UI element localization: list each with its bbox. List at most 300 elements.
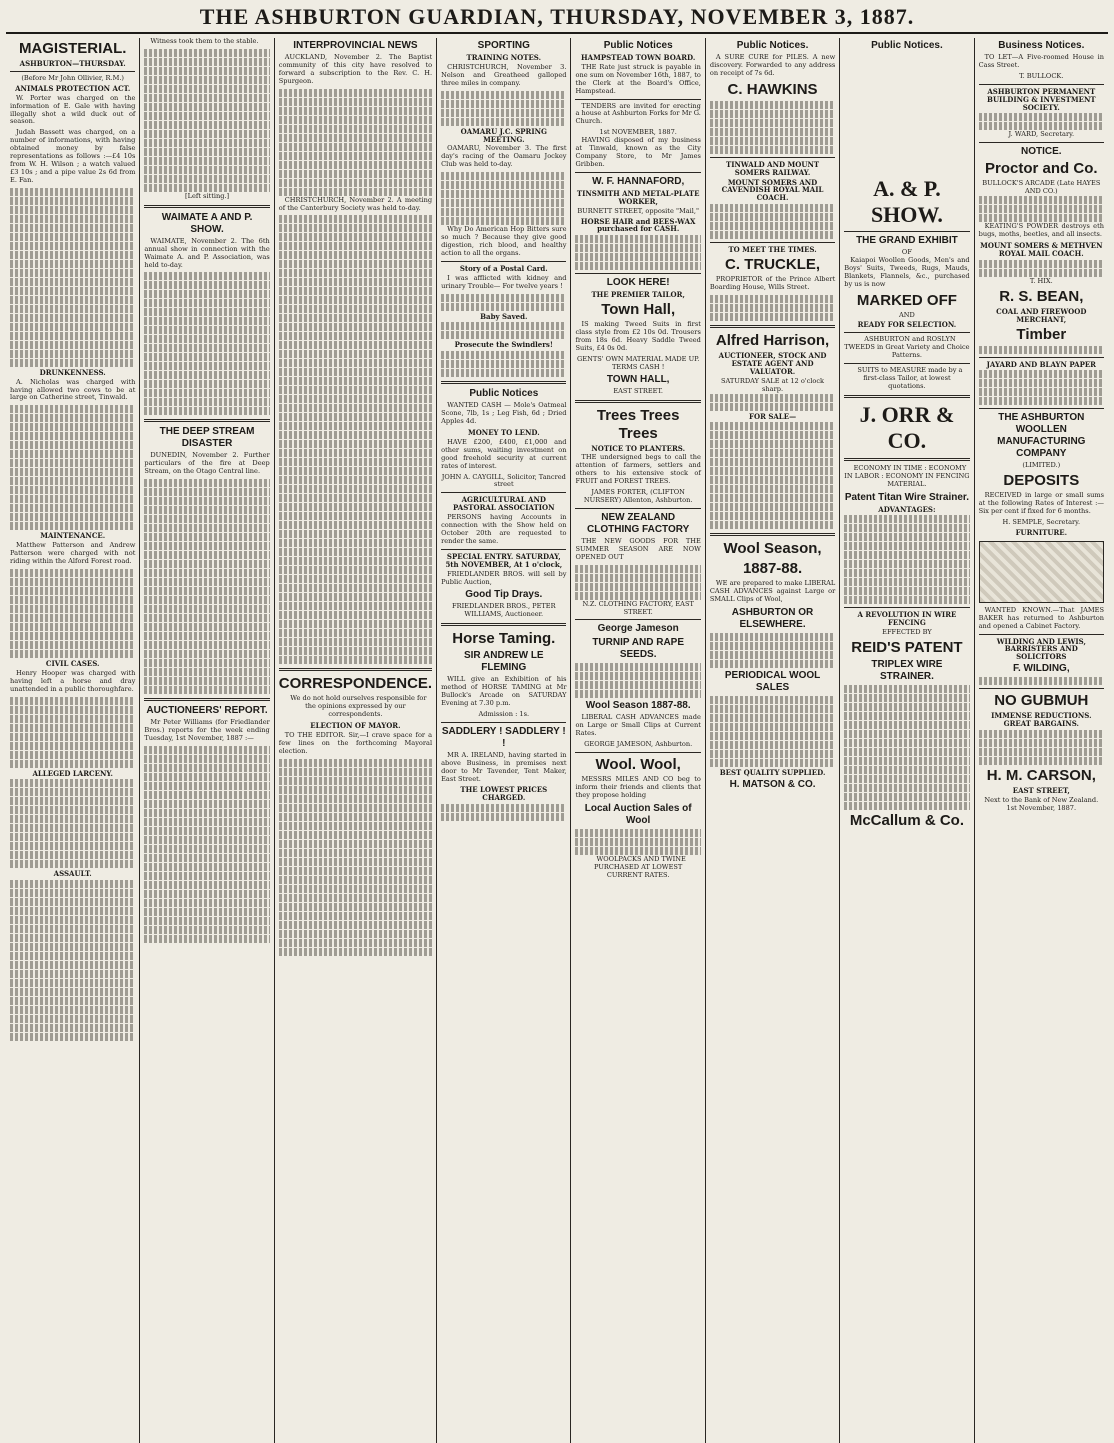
- tweeds: ASHBURTON and ROSLYN TWEEDS in Great Variety and Choice Patterns.: [844, 335, 970, 360]
- text-block: [441, 804, 566, 812]
- triplex: TRIPLEX WIRE STRAINER.: [871, 659, 943, 683]
- carson-street: EAST STREET,: [1012, 786, 1070, 796]
- text-block: [710, 146, 835, 154]
- text-block: [279, 575, 432, 583]
- tinwald-railway: TINWALD AND MOUNT SOMERS RAILWAY.: [726, 159, 820, 177]
- sporting-heading: SPORTING: [477, 40, 530, 51]
- text-block: [144, 632, 269, 640]
- hampstead-heading: HAMPSTEAD TOWN BOARD.: [581, 53, 696, 62]
- business-text: HAVING disposed of my business at Tinwald, known as the City Company Store, to Mr James Gribben.: [575, 136, 701, 168]
- kaiapoi-goods: Kaiapoi Woollen Goods, Men's and Boys' Suits, Tweeds, Rugs, Mauds, Blankets, Flannels, &c., purchased by us is now: [844, 255, 970, 288]
- text-block: [144, 773, 269, 781]
- text-block: [279, 858, 432, 866]
- text-block: [279, 476, 432, 484]
- text-block: [710, 431, 835, 439]
- article-paragraph: I was afflicted with kidney and urinary Trouble— For twelve years !: [441, 273, 567, 290]
- text-block: [144, 371, 269, 379]
- text-block: [144, 67, 269, 75]
- text-block: [10, 842, 135, 850]
- text-block: [279, 422, 432, 430]
- text-block: [279, 350, 432, 358]
- text-block: [279, 539, 432, 547]
- text-block: [710, 512, 835, 520]
- text-block: [710, 651, 835, 659]
- text-block: [144, 49, 269, 57]
- text-block: [979, 730, 1104, 738]
- text-block: [144, 389, 269, 397]
- text-block: [979, 122, 1104, 130]
- text-block: [979, 113, 1104, 121]
- text-block: [10, 414, 135, 422]
- correspondence-heading: CORRESPONDENCE.: [278, 675, 433, 693]
- public-notices-heading: Public Notices.: [736, 40, 809, 51]
- magisterial-heading: MAGISTERIAL.: [18, 40, 127, 57]
- rule: [144, 419, 269, 422]
- hampstead-text: THE Rate just struck is payable in one sum on November 16th, 1887, to the Clerk at the Board's Office, Hampstead.: [575, 62, 701, 95]
- harrison-trade: AUCTIONEER, STOCK AND ESTATE AGENT AND VALUATOR.: [718, 350, 827, 376]
- columns: [6, 38, 1108, 1443]
- orr-co: J. ORR & CO.: [859, 401, 955, 453]
- rule: [144, 205, 269, 208]
- text-block: [279, 440, 432, 448]
- text-block: [844, 712, 969, 720]
- rule: [844, 363, 969, 364]
- text-block: [279, 341, 432, 349]
- text-block: [279, 332, 432, 340]
- matson: H. MATSON & CO.: [729, 779, 816, 791]
- text-block: [279, 215, 432, 223]
- text-block: [144, 398, 269, 406]
- text-block: [279, 494, 432, 502]
- article-paragraph: DUNEDIN, November 2. Further particulars of the fire at Deep Stream, on the Otago Central line.: [144, 451, 270, 476]
- text-block: [710, 714, 835, 722]
- text-block: [279, 548, 432, 556]
- text-block: [144, 614, 269, 622]
- public-notices-heading: Public Notices.: [871, 40, 943, 51]
- text-block: [10, 477, 135, 485]
- text-block: [144, 782, 269, 790]
- le-fleming: SIR ANDREW LE FLEMING: [463, 650, 544, 674]
- text-block: [279, 116, 432, 124]
- rule: [441, 492, 566, 493]
- rule: [575, 619, 700, 620]
- text-block: [710, 394, 835, 402]
- spacer: [844, 54, 969, 174]
- proctor-sub: BULLOCK'S ARCADE (Late HAYES AND CO.): [982, 179, 1101, 196]
- jayard-paper: JAYARD AND BLAYN PAPER: [986, 359, 1096, 369]
- text-block: [10, 569, 135, 577]
- article-paragraph: A. Nicholas was charged with having allowed two cows to be at large on Catherine street, Tinwald.: [10, 377, 136, 402]
- text-block: [144, 578, 269, 586]
- text-block: [575, 847, 700, 855]
- text-block: [979, 370, 1104, 378]
- text-block: [279, 656, 432, 664]
- text-block: [844, 515, 969, 523]
- text-block: [10, 733, 135, 741]
- text-block: [279, 822, 432, 830]
- notice: NOTICE.: [1021, 146, 1062, 158]
- text-block: [10, 423, 135, 431]
- text-block: [10, 432, 135, 440]
- text-block: [144, 139, 269, 147]
- text-block: [10, 650, 135, 658]
- text-block: [441, 172, 566, 180]
- text-block: [279, 377, 432, 385]
- disclaimer: We do not hold ourselves responsible for the opinions expressed by our correspondents.: [290, 694, 427, 719]
- rule: [979, 84, 1104, 85]
- wilding-lewis: WILDING AND LEWIS, BARRISTERS AND SOLICITORS: [996, 636, 1086, 662]
- sale-signature: FRIEDLANDER BROS., PETER WILLIAMS, Auctioneer.: [452, 602, 556, 619]
- text-block: [10, 495, 135, 503]
- column-notices-5: [571, 38, 705, 1443]
- text-block: [144, 809, 269, 817]
- east-street: EAST STREET.: [613, 386, 663, 395]
- rule: [441, 722, 566, 723]
- text-block: [844, 685, 969, 693]
- text-block: [10, 260, 135, 268]
- text-block: [10, 224, 135, 232]
- f-wilding: F. WILDING,: [1012, 663, 1070, 675]
- text-block: [10, 898, 135, 906]
- meet-times: TO MEET THE TIMES.: [728, 245, 817, 255]
- text-block: [844, 757, 969, 765]
- text-block: [279, 305, 432, 313]
- text-block: [144, 407, 269, 415]
- text-block: [10, 952, 135, 960]
- text-block: [575, 592, 700, 600]
- text-block: [279, 251, 432, 259]
- text-block: [10, 806, 135, 814]
- text-block: [979, 196, 1104, 204]
- text-block: [279, 161, 432, 169]
- ashburton-elsewhere: ASHBURTON OR ELSEWHERE.: [731, 607, 814, 631]
- text-block: [10, 632, 135, 640]
- rule: [710, 242, 835, 243]
- paper-title: THE ASHBURTON GUARDIAN,: [199, 4, 544, 29]
- wool-season-year: 1887-88.: [742, 560, 803, 578]
- text-block: [441, 109, 566, 117]
- text-block: [279, 485, 432, 493]
- planters-notice: NOTICE TO PLANTERS.: [591, 443, 686, 453]
- timber: Timber: [1016, 325, 1067, 343]
- terms-cash: TERMS CASH !: [611, 362, 665, 371]
- text-block: [844, 587, 969, 595]
- truckle: C. TRUCKLE,: [725, 256, 821, 274]
- text-block: [144, 317, 269, 325]
- text-block: [441, 813, 566, 821]
- text-block: [844, 533, 969, 541]
- text-block: [144, 746, 269, 754]
- case-title: MAINTENANCE.: [40, 531, 106, 541]
- building-society: ASHBURTON PERMANENT BUILDING & INVESTMENT SOCIETY.: [987, 86, 1096, 112]
- text-block: [279, 939, 432, 947]
- training-heading: TRAINING NOTES.: [466, 53, 542, 62]
- text-block: [279, 629, 432, 637]
- grand-exhibit: THE GRAND EXHIBIT: [856, 235, 958, 246]
- text-block: [10, 287, 135, 295]
- text-block: [575, 235, 700, 243]
- text-block: [10, 197, 135, 205]
- text-block: [844, 596, 969, 604]
- text-block: [710, 101, 835, 109]
- text-block: [279, 269, 432, 277]
- jameson-name: George Jameson: [597, 623, 679, 635]
- text-block: [979, 397, 1104, 405]
- text-block: [10, 359, 135, 367]
- text-block: [144, 917, 269, 925]
- text-block: [844, 748, 969, 756]
- text-block: [441, 331, 566, 339]
- text-block: [441, 217, 566, 225]
- text-block: [10, 916, 135, 924]
- text-block: [10, 332, 135, 340]
- text-block: [10, 880, 135, 888]
- interprovincial-heading: INTERPROVINCIAL NEWS: [293, 40, 418, 51]
- text-block: [144, 85, 269, 93]
- rule: [575, 273, 700, 274]
- text-block: [10, 459, 135, 467]
- text-block: [144, 677, 269, 685]
- text-block: [144, 344, 269, 352]
- carson-location: Next to the Bank of New Zealand.: [984, 796, 1099, 804]
- text-block: [144, 605, 269, 613]
- text-block: [10, 188, 135, 196]
- ap-show: A. & P. SHOW.: [870, 176, 943, 227]
- text-block: [279, 368, 432, 376]
- text-block: [10, 1006, 135, 1014]
- text-block: [10, 578, 135, 586]
- rule: [441, 381, 566, 384]
- text-block: [844, 542, 969, 550]
- text-block: [710, 503, 835, 511]
- text-block: [279, 840, 432, 848]
- text-block: [144, 281, 269, 289]
- text-block: [844, 560, 969, 568]
- own-material: GENTS' OWN MATERIAL MADE UP.: [576, 354, 700, 363]
- piles-text: A SURE CURE for PILES. A new discovery. Forwarded to any address on receipt of 7s 6d.: [709, 53, 836, 77]
- ready-selection: READY FOR SELECTION.: [857, 320, 957, 330]
- text-block: [979, 346, 1104, 354]
- text-block: [710, 440, 835, 448]
- rule: [979, 142, 1104, 143]
- text-block: [441, 190, 566, 198]
- text-block: [144, 890, 269, 898]
- text-block: [10, 305, 135, 313]
- text-block: [10, 278, 135, 286]
- baby-saved-heading: Baby Saved.: [480, 311, 528, 321]
- harrison: Alfred Harrison,: [715, 331, 830, 349]
- for-sale: FOR SALE—: [749, 411, 797, 421]
- trees-heading: Trees Trees Trees: [596, 406, 680, 442]
- rule: [979, 634, 1104, 635]
- text-block: [979, 748, 1104, 756]
- text-block: [10, 706, 135, 714]
- text-block: [279, 804, 432, 812]
- date-line: 1st NOVEMBER, 1887.: [599, 128, 677, 137]
- agri-heading: AGRICULTURAL AND PASTORAL ASSOCIATION: [453, 495, 555, 513]
- text-block: [144, 290, 269, 298]
- special-entry: SPECIAL ENTRY. SATURDAY, 5th NOVEMBER, At 1 o'clock,: [445, 551, 563, 569]
- text-block: [10, 907, 135, 915]
- text-block: [279, 521, 432, 529]
- text-block: [710, 467, 835, 475]
- text-block: [279, 566, 432, 574]
- text-block: [279, 867, 432, 875]
- article-paragraph: CHRISTCHURCH, November 2. A meeting of the Canterbury Society was held to-day.: [278, 195, 433, 212]
- text-block: [279, 647, 432, 655]
- column-notices-6: [706, 38, 840, 1443]
- woolpacks: WOOLPACKS AND TWINE PURCHASED AT LOWEST CURRENT RATES.: [594, 854, 686, 879]
- truckle-text: PROPRIETOR of the Prince Albert Boarding House, Wills Street.: [709, 275, 836, 292]
- text-block: [10, 405, 135, 413]
- text-block: [710, 521, 835, 529]
- rule: [575, 400, 700, 403]
- hawkins: C. HAWKINS: [727, 80, 818, 98]
- election-heading: ELECTION OF MAYOR.: [310, 721, 401, 731]
- text-block: [144, 175, 269, 183]
- text-block: [575, 690, 700, 698]
- text-block: [575, 583, 700, 591]
- text-block: [10, 269, 135, 277]
- article-paragraph: AUCKLAND, November 2. The Baptist community of this city have resolved to forward a subscription to the Rev. C. H. Spurgeon.: [278, 53, 433, 85]
- left-sitting: [Left sitting.]: [185, 191, 230, 200]
- text-block: [144, 542, 269, 550]
- text-block: [279, 759, 432, 767]
- text-block: [10, 751, 135, 759]
- ward-sign: J. WARD, Secretary.: [1008, 130, 1075, 139]
- text-block: [279, 179, 432, 187]
- text-block: [279, 323, 432, 331]
- column-notices-7: [840, 38, 974, 1443]
- text-block: [575, 681, 700, 689]
- article-paragraph: Witness took them to the stable.: [150, 37, 259, 45]
- text-block: [279, 314, 432, 322]
- text-block: [10, 314, 135, 322]
- text-block: [844, 703, 969, 711]
- keating: KEATING'S POWDER destroys eth bugs, moths, beetles, and all insects.: [978, 222, 1104, 239]
- trees-text: THE undersigned begs to call the attention of farmers, settlers and others to his extensive stock of FRUIT and FOREST TREES.: [575, 453, 701, 486]
- text-block: [710, 137, 835, 145]
- text-block: [144, 515, 269, 523]
- text-block: [279, 467, 432, 475]
- text-block: [844, 569, 969, 577]
- text-block: [710, 732, 835, 740]
- text-block: [279, 449, 432, 457]
- revolution: A REVOLUTION IN WIRE FENCING: [857, 610, 957, 628]
- text-block: [441, 369, 566, 377]
- text-block: [279, 386, 432, 394]
- woollen-company: THE ASHBURTON WOOLLEN MANUFACTURING COMPANY: [997, 412, 1086, 460]
- text-block: [144, 308, 269, 316]
- text-block: [575, 574, 700, 582]
- article-paragraph: CHRISTCHURCH, November 3. Nelson and Greatheed galloped three miles in company.: [441, 62, 567, 87]
- text-block: [844, 730, 969, 738]
- text-block: [10, 934, 135, 942]
- text-block: [10, 797, 135, 805]
- text-block: [844, 739, 969, 747]
- text-block: [279, 395, 432, 403]
- case-title: ANIMALS PROTECTION ACT.: [15, 83, 131, 93]
- waimate-heading: WAIMATE A AND P. SHOW.: [161, 211, 253, 235]
- hannaford-address: BURNETT STREET, opposite "Mail,": [577, 206, 700, 215]
- text-block: [10, 851, 135, 859]
- text-block: [279, 849, 432, 857]
- article-paragraph: Mr Peter Williams (for Friedlander Bros.) reports for the week ending Tuesday, 1st November, 1887 :—: [144, 718, 270, 742]
- furniture-label: FURNITURE.: [1015, 527, 1068, 537]
- rule: [575, 752, 700, 753]
- text-block: [441, 303, 566, 311]
- text-block: [144, 863, 269, 871]
- money-text: HAVE £200, £400, £1,000 and other sums, waiting investment on good freehold security at current rates of interest.: [441, 437, 567, 470]
- text-block: [279, 125, 432, 133]
- text-block: [710, 128, 835, 136]
- text-block: [10, 815, 135, 823]
- horse-taming-heading: Horse Taming.: [452, 630, 556, 648]
- article-paragraph: OAMARU, November 3. The first day's racing of the Oamaru Jockey Club was held to-day.: [441, 144, 567, 169]
- deposits: DEPOSITS: [1003, 472, 1080, 490]
- rule: [844, 607, 969, 608]
- text-block: [710, 222, 835, 230]
- rule: [575, 172, 700, 173]
- tenders-text: TENDERS are invited for erecting a house at Ashburton Forks for Mr G. Church.: [575, 101, 701, 126]
- column-business: [975, 38, 1108, 1443]
- carson-date: 1st November, 1887.: [1006, 803, 1077, 812]
- text-block: [710, 633, 835, 641]
- text-block: [10, 742, 135, 750]
- column-interprovincial: [275, 38, 437, 1443]
- text-block: [10, 323, 135, 331]
- text-block: [279, 530, 432, 538]
- text-block: [279, 242, 432, 250]
- text-block: [10, 242, 135, 250]
- text-block: [979, 269, 1104, 277]
- text-block: [144, 130, 269, 138]
- text-block: [10, 970, 135, 978]
- text-block: [279, 413, 432, 421]
- text-block: [279, 638, 432, 646]
- furniture-illustration: [979, 541, 1104, 603]
- text-block: [279, 831, 432, 839]
- text-block: [10, 468, 135, 476]
- text-block: [844, 775, 969, 783]
- text-block: [844, 793, 969, 801]
- sale-text: FRIEDLANDER BROS. will sell by Public Auction,: [441, 569, 567, 586]
- postal-card-heading: Story of a Postal Card.: [459, 263, 548, 273]
- text-block: [575, 244, 700, 252]
- text-block: [279, 143, 432, 151]
- case-title: ASSAULT.: [53, 869, 92, 879]
- text-block: [10, 605, 135, 613]
- public-notices-heading: Public Notices: [603, 40, 673, 51]
- text-block: [279, 233, 432, 241]
- money-signature: JOHN A. CAYGILL, Solicitor, Tancred street: [441, 472, 566, 489]
- text-block: [279, 795, 432, 803]
- text-block: [10, 925, 135, 933]
- text-block: [144, 184, 269, 192]
- text-block: [279, 557, 432, 565]
- text-block: [10, 715, 135, 723]
- article-paragraph: Matthew Patterson and Andrew Patterson were charged with not riding within the Alford Forest road.: [10, 541, 136, 566]
- limited: (LIMITED.): [1022, 461, 1061, 470]
- text-block: [10, 623, 135, 631]
- wool-signature: GEORGE JAMESON, Ashburton.: [584, 740, 693, 749]
- text-block: [279, 620, 432, 628]
- text-block: [979, 379, 1104, 387]
- agri-text: PERSONS having Accounts in connection with the Show held on October 20th are requested to render the same.: [441, 513, 567, 545]
- best-quality: BEST QUALITY SUPPLIED.: [719, 768, 826, 778]
- text-block: [979, 677, 1104, 685]
- town-hall: Town Hall,: [601, 301, 676, 319]
